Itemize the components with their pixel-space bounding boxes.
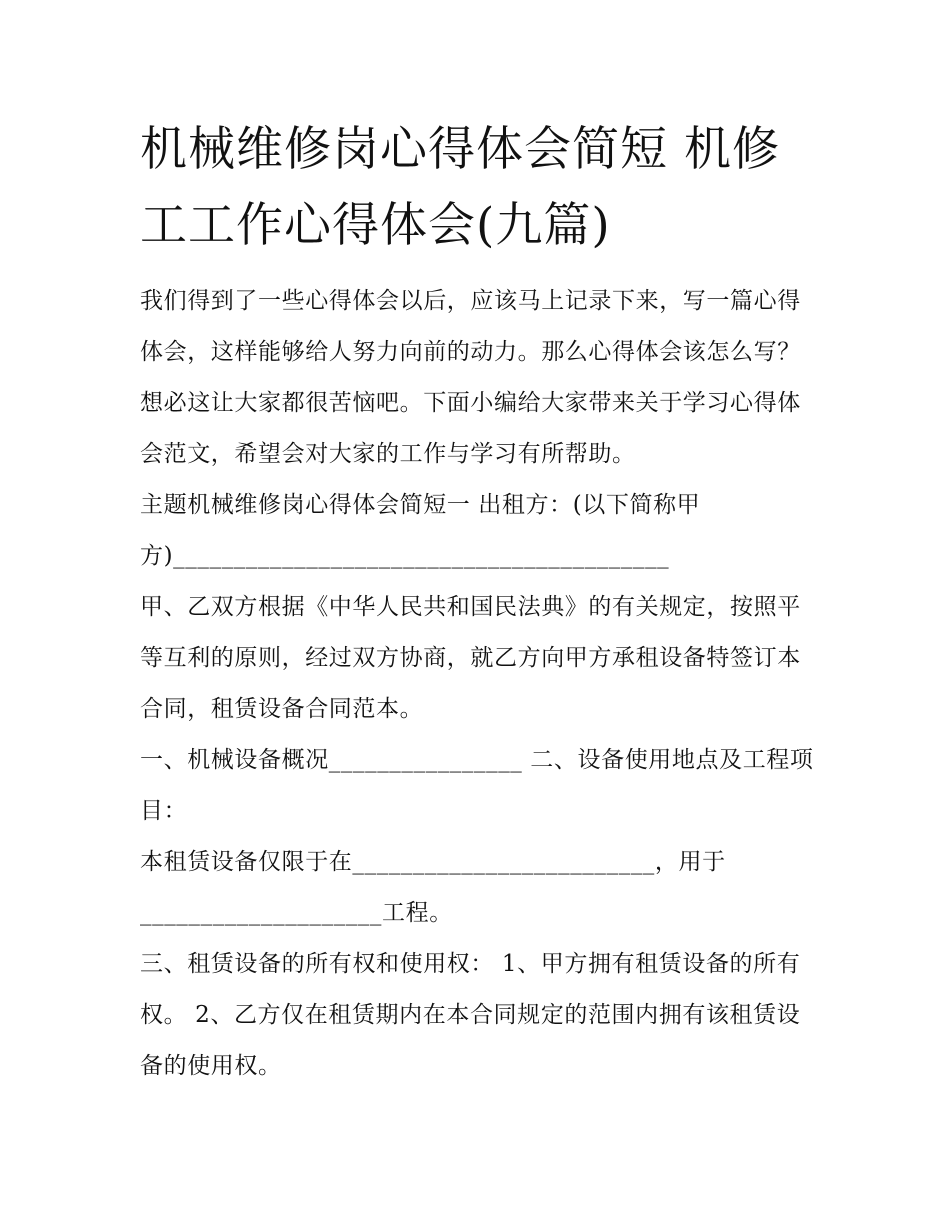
equipment-overview-paragraph: 一、机械设备概况________________ 二、设备使用地点及工程项目：	[140, 747, 814, 824]
intro-paragraph: 我们得到了一些心得体会以后，应该马上记录下来，写一篇心得体会，这样能够给人努力向前的动力。那么心得体会该怎么写？想必这让大家都很苦恼吧。下面小编给大家带来关于学习心得体会范文，希望会对大家的工作与学习有所帮助。	[140, 288, 801, 467]
document-title: 机械维修岗心得体会简短 机修工工作心得体会(九篇)	[140, 122, 780, 253]
usage-location-paragraph: 本租赁设备仅限于在_________________________，用于 ____________________工程。	[140, 849, 726, 926]
lessor-paragraph: 主题机械维修岗心得体会简短一 出租方：(以下简称甲 方)_________________________________________	[140, 492, 701, 569]
ownership-paragraph: 三、租赁设备的所有权和使用权： 1、甲方拥有租赁设备的所有权。 2、乙方仅在租赁期内在本合同规定的范围内拥有该租赁设备的使用权。	[140, 951, 801, 1079]
document-body	[140, 276, 820, 1092]
agreement-paragraph: 甲、乙双方根据《中华人民共和国民法典》的有关规定，按照平等互利的原则，经过双方协商，就乙方向甲方承租设备特签订本合同，租赁设备合同范本。	[140, 594, 801, 722]
